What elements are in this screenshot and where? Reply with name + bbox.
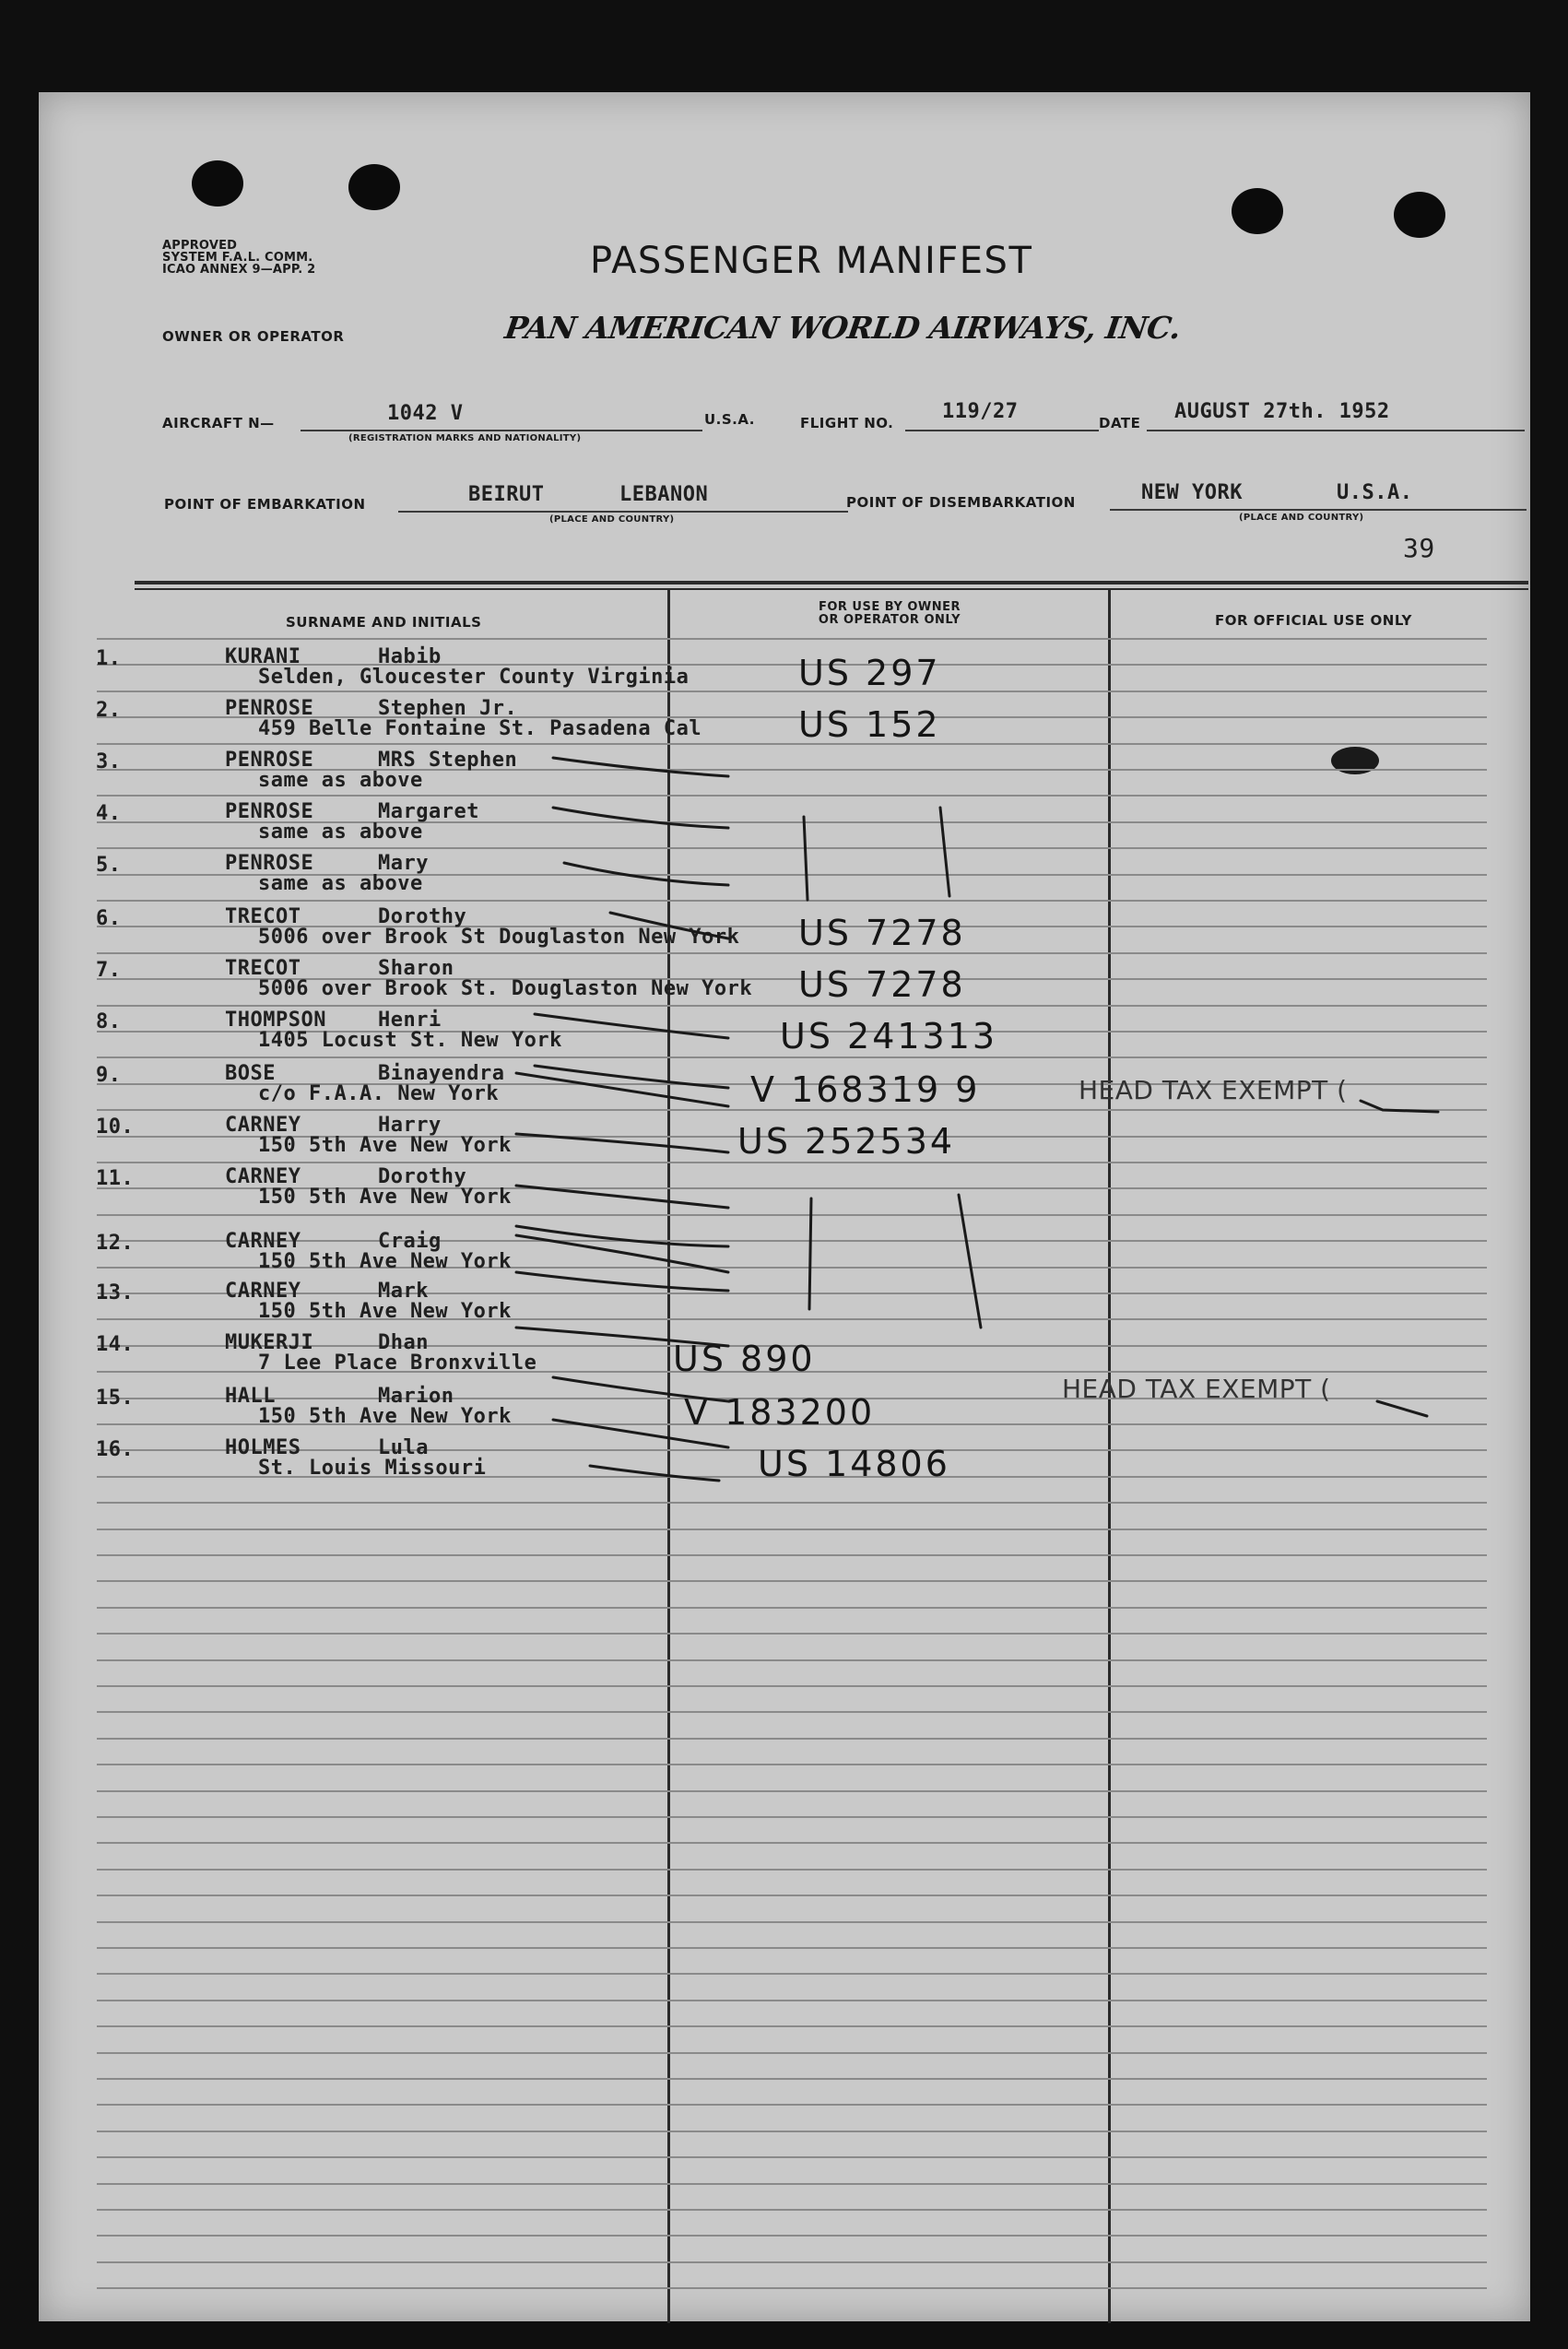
- passenger-given-name: Mary: [378, 852, 429, 875]
- approval-note: APPROVED SYSTEM F.A.L. COMM. ICAO ANNEX 9—APP. 2: [162, 239, 316, 277]
- passenger-address: same as above: [258, 769, 423, 792]
- row-number: 16.: [96, 1438, 135, 1461]
- passenger-given-name: Craig: [378, 1230, 442, 1253]
- passport-note: US 297: [798, 653, 941, 693]
- disembarkation-label: POINT OF DISEMBARKATION: [846, 494, 1076, 511]
- passport-note: US 252534: [737, 1121, 956, 1162]
- aircraft-value: 1042 V: [387, 402, 464, 425]
- disembarkation-country: U.S.A.: [1337, 481, 1413, 504]
- col-header-official: FOR OFFICIAL USE ONLY: [1215, 612, 1412, 629]
- date-label: DATE: [1099, 415, 1141, 431]
- passport-note: V 183200: [684, 1392, 876, 1433]
- disembarkation-sub: (PLACE AND COUNTRY): [1239, 513, 1364, 523]
- passenger-surname: TRECOT: [225, 905, 301, 928]
- passenger-surname: CARNEY: [225, 1230, 301, 1253]
- passenger-surname: BOSE: [225, 1062, 276, 1085]
- row-number: 4.: [96, 802, 122, 825]
- owner-label: OWNER OR OPERATOR: [162, 328, 345, 345]
- passenger-address: 459 Belle Fontaine St. Pasadena Cal: [258, 717, 702, 740]
- passenger-given-name: Dhan: [378, 1331, 429, 1354]
- owner-value: PAN AMERICAN WORLD AIRWAYS, INC.: [502, 310, 1184, 346]
- passenger-given-name: Habib: [378, 645, 442, 668]
- passenger-surname: PENROSE: [225, 800, 314, 823]
- passenger-surname: KURANI: [225, 645, 301, 668]
- passport-note: US 7278: [798, 964, 966, 1005]
- row-number: 7.: [96, 959, 122, 982]
- row-number: 6.: [96, 907, 122, 930]
- passport-note: US 14806: [758, 1444, 950, 1484]
- passenger-address: 5006 over Brook St Douglaston New York: [258, 926, 740, 949]
- passenger-address: 150 5th Ave New York: [258, 1134, 512, 1157]
- passenger-address: c/o F.A.A. New York: [258, 1082, 500, 1105]
- passenger-address: same as above: [258, 820, 423, 844]
- passenger-address: 150 5th Ave New York: [258, 1405, 512, 1428]
- passenger-surname: HALL: [225, 1385, 276, 1408]
- passenger-surname: PENROSE: [225, 749, 314, 772]
- row-number: 1.: [96, 647, 122, 670]
- col-header-surname: SURNAME AND INITIALS: [286, 614, 482, 631]
- usa-label: U.S.A.: [704, 411, 755, 428]
- passenger-given-name: Henri: [378, 1009, 442, 1032]
- passenger-surname: HOLMES: [225, 1436, 301, 1459]
- embarkation-label: POINT OF EMBARKATION: [164, 496, 366, 513]
- passenger-address: St. Louis Missouri: [258, 1457, 487, 1480]
- embarkation-sub: (PLACE AND COUNTRY): [549, 514, 675, 525]
- passenger-address: 150 5th Ave New York: [258, 1300, 512, 1323]
- row-number: 8.: [96, 1010, 122, 1033]
- row-number: 5.: [96, 854, 122, 877]
- passenger-address: 150 5th Ave New York: [258, 1250, 512, 1273]
- passenger-surname: PENROSE: [225, 697, 314, 720]
- passenger-address: 150 5th Ave New York: [258, 1186, 512, 1209]
- row-number: 2.: [96, 699, 122, 722]
- passenger-given-name: Binayendra: [378, 1062, 505, 1085]
- passenger-given-name: Stephen Jr.: [378, 697, 518, 720]
- flight-value: 119/27: [942, 400, 1019, 423]
- passenger-surname: MUKERJI: [225, 1331, 314, 1354]
- passenger-surname: CARNEY: [225, 1165, 301, 1188]
- passenger-surname: CARNEY: [225, 1114, 301, 1137]
- passenger-given-name: Lula: [378, 1436, 429, 1459]
- embarkation-country: LEBANON: [619, 483, 709, 506]
- date-value: AUGUST 27th. 1952: [1174, 400, 1390, 423]
- page-title: PASSENGER MANIFEST: [590, 240, 1033, 282]
- passenger-given-name: Mark: [378, 1280, 429, 1303]
- passport-note: US 890: [673, 1339, 816, 1379]
- passenger-given-name: Margaret: [378, 800, 479, 823]
- row-number: 13.: [96, 1281, 135, 1304]
- passenger-given-name: Dorothy: [378, 905, 467, 928]
- passenger-surname: THOMPSON: [225, 1009, 326, 1032]
- passenger-given-name: Harry: [378, 1114, 442, 1137]
- head-tax-stamp: HEAD TAX EXEMPT (: [1062, 1374, 1331, 1404]
- row-number: 10.: [96, 1115, 135, 1139]
- aircraft-label: AIRCRAFT N—: [162, 415, 275, 431]
- flight-label: FLIGHT NO.: [800, 415, 894, 431]
- passenger-address: Selden, Gloucester County Virginia: [258, 666, 690, 689]
- col-header-owner: FOR USE BY OWNER OR OPERATOR ONLY: [818, 600, 961, 627]
- disembarkation-city: NEW YORK: [1141, 481, 1243, 504]
- passport-note: V 168319 9: [750, 1069, 981, 1110]
- row-number: 14.: [96, 1333, 135, 1356]
- passenger-surname: CARNEY: [225, 1280, 301, 1303]
- row-number: 9.: [96, 1064, 122, 1087]
- row-number: 3.: [96, 750, 122, 773]
- passenger-address: 7 Lee Place Bronxville: [258, 1352, 537, 1375]
- passenger-address: 5006 over Brook St. Douglaston New York: [258, 977, 753, 1000]
- passenger-given-name: MRS Stephen: [378, 749, 518, 772]
- row-number: 12.: [96, 1232, 135, 1255]
- head-tax-stamp: HEAD TAX EXEMPT (: [1079, 1075, 1348, 1105]
- passenger-given-name: Marion: [378, 1385, 454, 1408]
- passenger-given-name: Sharon: [378, 957, 454, 980]
- row-number: 11.: [96, 1167, 135, 1190]
- passenger-address: 1405 Locust St. New York: [258, 1029, 562, 1052]
- passenger-address: same as above: [258, 872, 423, 895]
- passenger-surname: TRECOT: [225, 957, 301, 980]
- passenger-surname: PENROSE: [225, 852, 314, 875]
- passenger-given-name: Dorothy: [378, 1165, 467, 1188]
- row-number: 15.: [96, 1387, 135, 1410]
- embarkation-city: BEIRUT: [468, 483, 545, 506]
- aircraft-sub: (REGISTRATION MARKS AND NATIONALITY): [348, 433, 582, 443]
- passport-note: US 7278: [798, 913, 966, 953]
- passport-note: US 152: [798, 704, 941, 745]
- passport-note: US 241313: [780, 1016, 998, 1056]
- page-number: 39: [1403, 533, 1435, 563]
